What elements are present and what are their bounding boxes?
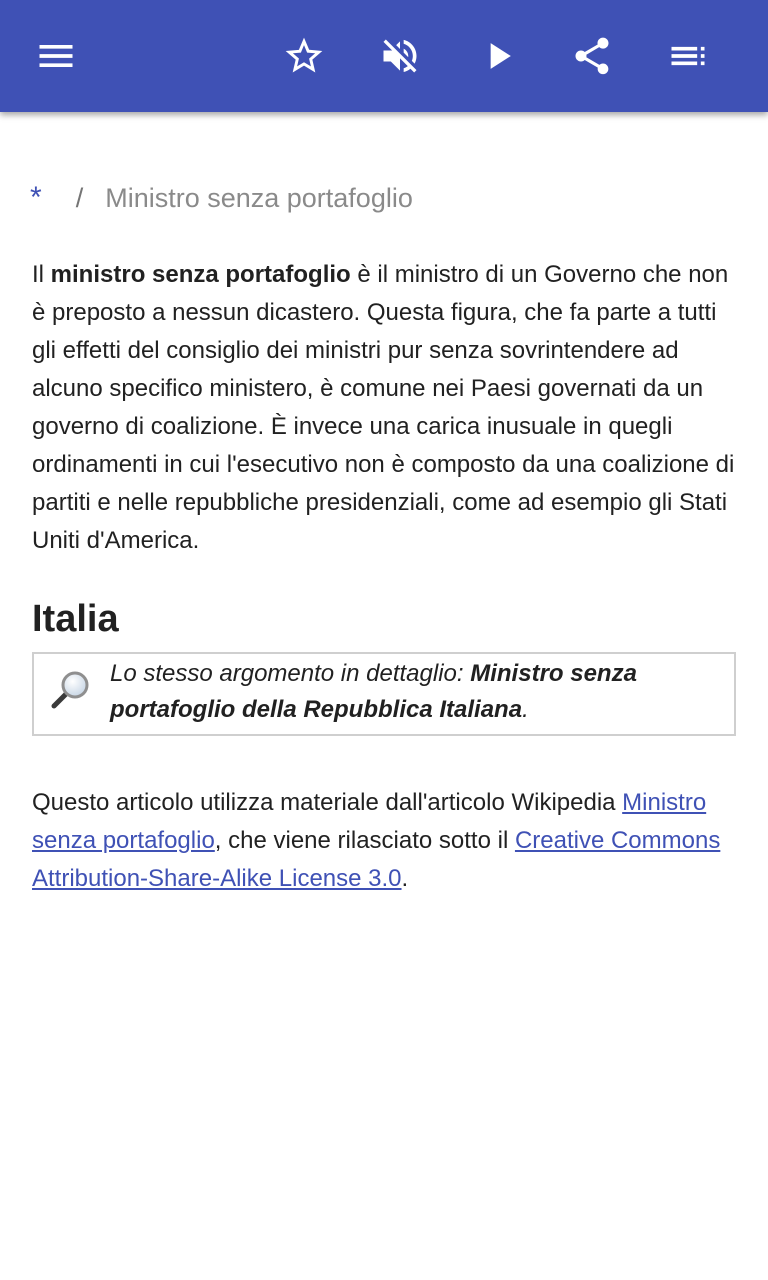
volume-off-icon[interactable] <box>372 28 428 84</box>
see-also-box <box>32 652 736 736</box>
section-heading: Italia <box>32 598 119 640</box>
attribution-text-1: Questo articolo utilizza materiale dall'articolo Wikipedia <box>32 789 623 816</box>
attribution-text-3: . <box>401 865 409 892</box>
breadcrumb-separator: / <box>75 182 84 213</box>
menu-icon[interactable] <box>28 28 84 84</box>
see-also-link[interactable]: Ministro senza portafoglio della Repubblica Italiana <box>110 660 637 723</box>
see-also-suffix: . <box>522 696 529 723</box>
play-icon[interactable] <box>470 28 526 84</box>
share-icon[interactable] <box>564 28 620 84</box>
intro-paragraph <box>32 256 736 560</box>
magnifier-icon <box>50 668 92 710</box>
star-outline-icon[interactable] <box>276 28 332 84</box>
intro-prefix: Il <box>32 261 51 288</box>
attribution-text-2: , che viene rilasciato sotto il <box>214 827 515 854</box>
breadcrumb <box>24 178 413 218</box>
wikipedia-article-link[interactable]: Ministro senza portafoglio <box>32 789 707 854</box>
intro-body: è il ministro di un Governo che non è preposto a nessun dicastero. Questa figura, che fa parte a tutti gli effetti del consiglio dei ministri pur senza sovrintendere ad alcuno specifico ministero, è comune nei Paesi governati da un governo di coalizione. È invece una carica inusuale in quegli ordinamenti in cui l'esecutivo non è composto da una coalizione di partiti e nelle repubbliche presidenziali, come ad esempio gli Stati Uniti d'America. <box>32 261 735 554</box>
breadcrumb-home-link[interactable]: * <box>30 181 42 214</box>
app-bar <box>0 0 768 112</box>
see-also-prefix: Lo stesso argomento in dettaglio: <box>110 660 471 687</box>
attribution-paragraph <box>32 784 736 898</box>
intro-term: ministro senza portafoglio <box>50 261 351 288</box>
playlist-icon[interactable] <box>660 28 716 84</box>
see-also-text <box>110 656 710 728</box>
license-link[interactable]: Creative Commons Attribution-Share-Alike License 3.0 <box>32 827 721 892</box>
breadcrumb-current: Ministro senza portafoglio <box>105 182 413 213</box>
